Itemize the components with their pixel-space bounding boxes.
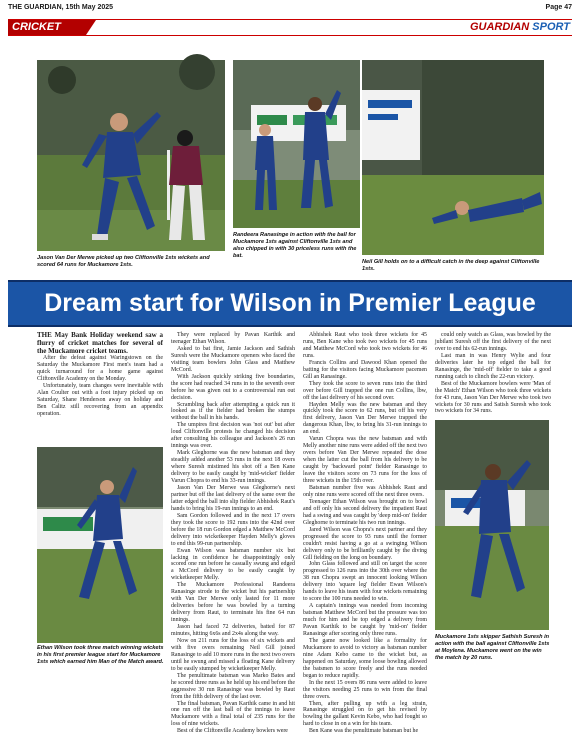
article-paragraph: Now on 211 runs for the loss of six wickets and with five overs remaining Neil Gill joined Ranasinge to add 10 more runs in the next two overs until he swung and missed a floating Kane delivery to be easily stumped by wicketkeeper Melly. bbox=[171, 637, 296, 672]
article-column-1 bbox=[37, 332, 163, 444]
page-header bbox=[8, 2, 572, 14]
headline-banner: Dream start for Wilson in Premier League bbox=[8, 280, 572, 327]
article-paragraph: They took the score to seven runs into the third over before Gill trapped the one run Collins, lbw, off the last delivery of his second over. bbox=[303, 380, 427, 401]
article-paragraph: Then, after pulling up with a leg strain, Ranasinge struggled on to get his revised by bowling the gallant Kevin Kebo, who had fought so hard to close in on a win for his team. bbox=[303, 700, 427, 728]
article-paragraph: John Glass followed and still on target the score progressed to 126 runs into the 30th over where the 38 run Chopra swept an innocent looking Wilson delivery into 'square leg' fielder Ewan Wilson's hands to leave his team with four wickets remaining to score the 100 runs needed to win. bbox=[303, 561, 427, 603]
article-paragraph: Ben Kane was the penultimate batsman but he bbox=[309, 728, 419, 735]
article-paragraph: Teenager Ethan Wilson was brought on to bowl and off only his second delivery the impatient Raut had a swing and was caught by 'deep mid-on' fielder Gleghorne to terminate his two run innings. bbox=[303, 498, 427, 526]
page-number: Page 47 bbox=[545, 4, 572, 11]
article-paragraph: Jason had faced 72 deliveries, batted for 87 minutes, hitting 6x6s and 2x4s along the way. bbox=[171, 624, 295, 637]
photo5-caption: Muckamore 1sts skipper Sathish Suresh in action with the ball against Cliftonville 1sts at Moylena. Muckamore went on the win the match by 20 runs. bbox=[435, 634, 550, 661]
article-paragraph: could only watch as Glass, was bowled by the jubilant Suresh off the first delivery of the next over to end his 62-run innings. bbox=[435, 332, 551, 352]
photo2-caption: Randeera Ranasinge in action with the ball for Muckamore 1sts against Cliftonville 1sts and also chipped in with 30 priceless runs with the bat. bbox=[233, 232, 357, 259]
photo4-caption: Ethan Wilson took three match winning wickets in his first premier league start for Muckamore 1sts which earned him Man of the Match award. bbox=[37, 645, 164, 665]
photo-neil-gill-catch bbox=[362, 60, 544, 255]
photo3-caption: Neil Gill holds on to a difficult catch in the deep against Cliftonville 1sts. bbox=[362, 259, 540, 272]
article-paragraph: They were replaced by Pavan Karthik and teenager Ethan Wilson. bbox=[171, 332, 295, 345]
article-paragraph: Varun Chopra was the new batsman and with Melly another nine runs were added off the next two overs before Van Der Merwe repeated the dose when the latter cut the ball from his delivery to be caught by 'backward point' fielder Ranasinge to leave the visitors score on 73 runs for the loss of three wickets in the 15th over. bbox=[303, 436, 427, 485]
guardian-sport-logo bbox=[470, 21, 570, 33]
article-paragraph: The umpires first decision was 'not out' but after loud Cliftonville protests he changed his decision after consulting his colleague and Jackson's 26 run innings was over. bbox=[171, 422, 295, 450]
article-paragraph: The penultimate batsman was Marko Bates and he scored three runs as he held up his end before the aggressive 30 run Ranasinge was bowled by Raut from the fifth delivery of the last over. bbox=[171, 672, 295, 700]
article-paragraph: Sam Gordon followed and in the next 17 overs they took the score to 192 runs into the 42nd over before the 18 run Gordon edged a Matthew McCord delivery into wicketkeeper Hayden Melly's gloves to end this 99-run partnership. bbox=[171, 512, 295, 547]
article-paragraph: Mark Gleghorne was the new batsman and they steadily added another 53 runs in the next 18 overs where Suresh mistimed his shot off a Ben Kane delivery to be easily caught by 'mid-wicket' fielder Varun Chopra to end his 33-run innings. bbox=[171, 450, 295, 485]
photo-ethan-wilson-bowling bbox=[37, 447, 163, 643]
photo1-caption: Jason Van Der Merwe picked up two Cliftonville 1sts wickets and scored 64 runs for Muckamore 1sts. bbox=[37, 255, 210, 268]
article-column-4 bbox=[435, 332, 551, 417]
article-paragraph: The Muckamore Professional Randeera Ranasinge strode to the wicket but his partnership with Van Der Merwe only lasted for 11 more deliveries before he was bowled by a turning delivery from Raut, to terminate his fine 64 run innings. bbox=[171, 582, 295, 624]
publication-date: THE GUARDIAN, 15th May 2025 bbox=[8, 4, 114, 11]
article-paragraph: A captain's innings was needed from incoming batsman Matthew McCord but the pressure was too much for him and he top edged a delivery from Pavan Karthik to be caught by 'mid-on' fielder Ranasinge after scoring only three runs. bbox=[303, 603, 427, 637]
article-paragraph: Best of the Cliftonville Academy bowlers were bbox=[177, 728, 288, 735]
article-paragraph: The game now looked like a formality for Muckamore to avoid to victory as batsman number nine Adam Kebo came to the wicket but, as happened on Saturday, some loose bowling allowed the batsmen to score freely and the runs needed began to reduce rapidly. bbox=[303, 637, 427, 679]
article-paragraph: Scrambling back after attempting a quick run it looked as if the fielder had broken the stumps without the ball in his hands. bbox=[171, 401, 295, 422]
article-paragraph: Ewan Wilson was batsman number six but lacking in confidence he disappointingly only scored one run before he casually swung and edged a McCord delivery to be easily caught by wicketkeeper Melly. bbox=[171, 547, 295, 582]
brand-main: GUARDIAN bbox=[469, 21, 530, 33]
article-paragraph: Batsman number five was Abhishek Raut and only nine runs were scored off the next three overs. bbox=[303, 484, 427, 498]
article-paragraph: Jason Van Der Merwe was Gleghorne's next partner but off the last delivery of the same over the latter edged the ball into slip fielder Abhishek Raut's hands to bring his 19-run innings to an end. bbox=[171, 484, 295, 512]
article-paragraph: After the defeat against Waringstown on the Saturday the Muckamore First men's team had a quick turnaround for a home game against Cliftonville Academy on the Monday. bbox=[37, 355, 163, 383]
section-tab-cricket: CRICKET bbox=[8, 20, 86, 35]
photo-sathish-suresh-bowling bbox=[435, 420, 549, 630]
article-paragraph: Unfortunately, team changes were inevitable with Alan Coulter out with a foot injury picked up on Saturday, Shane Henderson away on holiday and Ben Calitz still recovering from an appendix operation. bbox=[37, 383, 163, 418]
article-paragraph: The final batsman, Pavan Karthik came in and hit one run off the last ball of the innings to leave Muckamore with a final total of 235 runs for the loss of nine wickets. bbox=[171, 700, 295, 728]
section-bar bbox=[8, 19, 572, 36]
brand-sub: SPORT bbox=[532, 21, 570, 33]
article-paragraph: Hayden Melly was the new batsman and they quickly took the score to 62 runs, but off his very first delivery, Jason Van Der Merwe trapped the dangerous Khan, lbw, to bring his 31-run innings to an end. bbox=[303, 401, 427, 436]
article-paragraph: Abhishek Raut who took three wickets for 45 runs, Ben Kane who took two wickets for 45 runs and Matthew McCord who took two wickets for 46 runs. bbox=[303, 332, 427, 359]
article-paragraph: Asked to bat first, Jamie Jackson and Sathish Suresh were the Muckamore openers who faced the visiting team bowlers John Glass and Matthew McCord. bbox=[171, 345, 295, 373]
article-paragraph: Last man in was Henry Wylie and four deliveries later he top edged the ball for Ranasinge, the 'mid-off' fielder to take a good running catch to clinch the 22-run victory. bbox=[435, 352, 551, 380]
article-paragraph: In the next 15 overs 86 runs were added to leave the visitors needing 25 runs to win from the final three overs. bbox=[303, 679, 427, 700]
article-paragraph: Best of the Muckamore bowlers were 'Man of the Match' Ethan Wilson who took three wickets for 43 runs, Jason Van Der Merwe who took two wickets for 30 runs and Satish Suresh who took two wickets for 34 runs. bbox=[435, 380, 551, 415]
photo-ranasinge-bowling bbox=[233, 60, 360, 228]
photo-van-der-merwe-bowling bbox=[37, 60, 225, 251]
article-column-2 bbox=[171, 332, 296, 735]
article-paragraph: Francis Collins and Dawood Khan opened the batting for the visitors facing Muckamore pacemen Gill an Ranasinge. bbox=[303, 359, 427, 380]
article-paragraph: With Jackson quickly striking five boundaries, the score had reached 34 runs in to the seventh over before he was given out to a controversial run out decision. bbox=[171, 373, 295, 401]
article-paragraph: Jared Wilson was Chopra's next partner and they progressed the score to 93 runs until the former couldn't resist having a go at a swinging Wilson delivery only to be brilliantly caught by the diving Gill fielding on the long on boundary. bbox=[303, 526, 427, 561]
article-column-3 bbox=[303, 332, 427, 735]
article-lead: THE May Bank Holiday weekend saw a flurry of cricket matches for several of the Muckamore cricket teams. bbox=[37, 331, 163, 355]
